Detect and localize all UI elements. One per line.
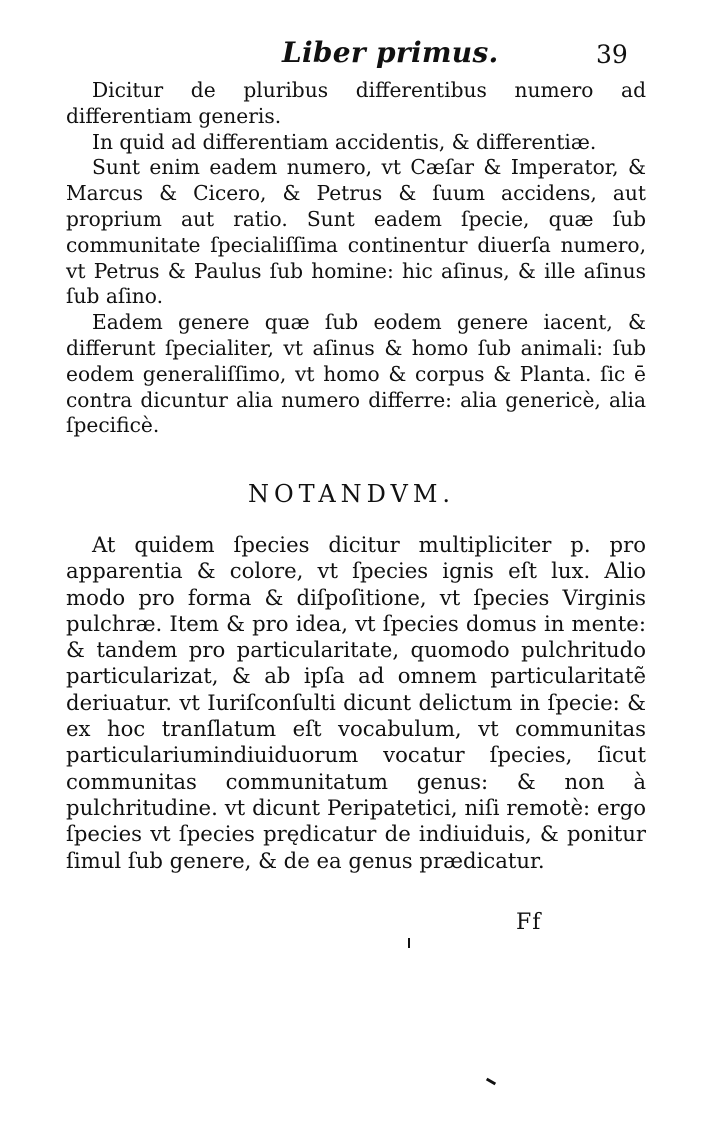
paragraph-eadem-genere: Eadem genere quæ ſub eodem genere iacent, & differunt ſpecialiter, vt aſinus & homo ſub animali: ſub eodem generaliſſimo, vt homo & corpus & Planta. ſic ē contra dicuntur alia numero differre: alia genericè, alia ſpecificè. [66, 310, 646, 438]
paragraph-definition: Dicitur de pluribus differentibus numero ad differentiam generis. [66, 78, 646, 128]
paragraph-notandum: At quidem ſpecies dicitur multipliciter p. pro apparentia & colore, vt ſpecies ignis eſt lux. Alio modo pro forma & diſpoſitione, vt ſpecies Virginis pulchræ. Item & pro idea, vt ſpecies domus in mente: & tandem pro particularitate, quomodo pulchritudo particularizat, & ab ipſa ad omnem particularitatẽ deriuatur. vt Iuriſconſulti dicunt delictum in ſpecie: & ex hoc tranſlatum eſt vocabulum, vt communitas particulariumindiuiduorum vocatur ſpecies, ſicut communitas communitatum genus: & non à pulchritudine. vt dicunt Peripatetici, niſi remotè: ergo ſpecies vt ſpecies prędicatur de indiuiduis, & ponitur ſimul ſub genere, & de ea genus prædicatur. [66, 532, 646, 873]
definition-text-block [66, 78, 646, 439]
page-header [0, 36, 703, 76]
signature-mark: Ff [516, 910, 542, 935]
paragraph-eadem-numero: Sunt enim eadem numero, vt Cæſar & Imperator, & Marcus & Cicero, & Petrus & ſuum accidens, aut proprium aut ratio. Sunt eadem ſpecie, quæ ſub communitate ſpecialiſſima continentur diuerſa numero, vt Petrus & Paulus ſub homine: hic aſinus, & ille aſinus ſub aſino. [66, 155, 646, 309]
section-heading: NOTANDVM. [247, 480, 456, 508]
paragraph-in-quid: In quid ad differentiam accidentis, & differentiæ. [92, 129, 597, 154]
page-number: 39 [596, 40, 628, 69]
ink-speck [408, 938, 410, 948]
ink-speck [486, 1078, 496, 1086]
notandum-text-block [66, 532, 646, 874]
running-title: Liber primus. [282, 36, 499, 69]
